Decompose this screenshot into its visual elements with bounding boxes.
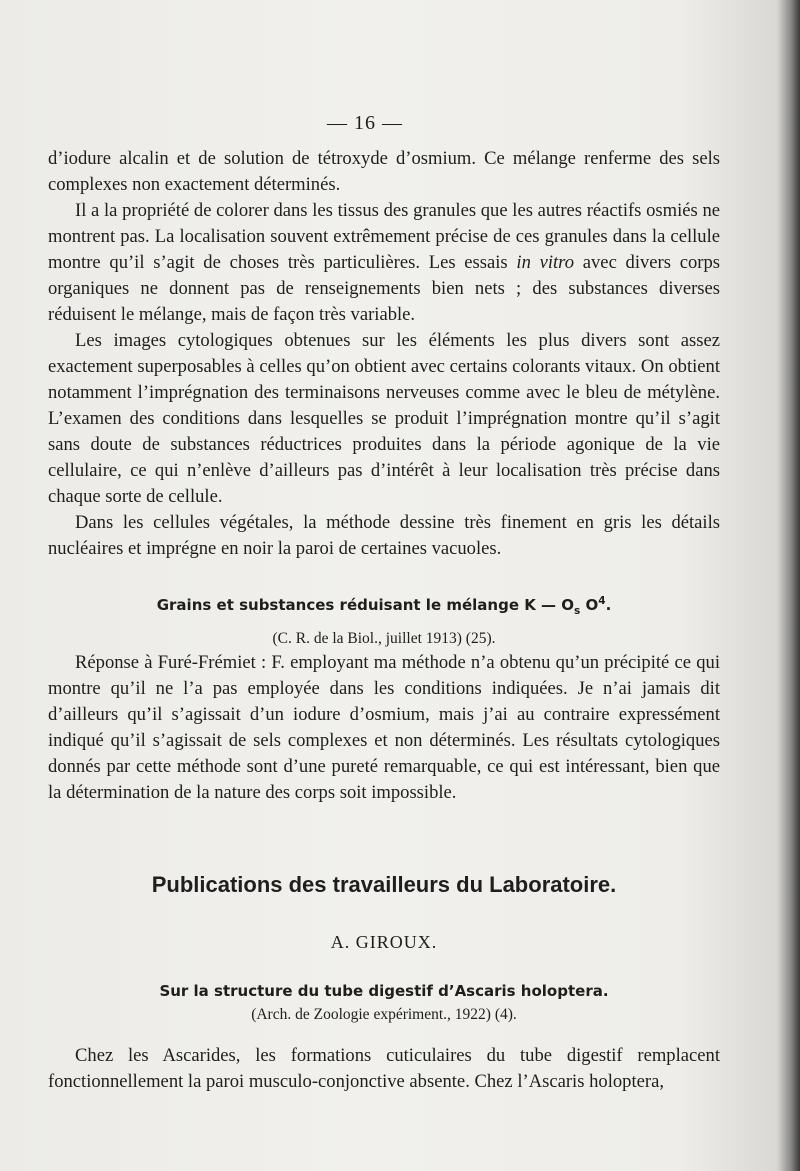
citation-title: Sur la structure du tube digestif d’Ascaris holoptera. <box>159 982 609 1000</box>
paragraph: Il a la propriété de colorer dans les tissus des granules que les autres réactifs osmiés ne montrent pas. La localisation souvent extrêmement précise de ces granules dans la cellule montre qu’il s’agit de choses très particulières. Les essais in vitro avec divers corps organiques ne donnent pas de renseignements bien nets ; des substances diverses réduisent le mélange, mais de façon très variable. <box>48 200 720 325</box>
citation-title: Grains et substances réduisant le mélange K — $O_s$ $O^4$. <box>156 595 612 617</box>
citation-source: (Arch. de Zoologie expériment., 1922) (4). <box>251 1006 517 1023</box>
page-number: — 16 — <box>327 112 403 134</box>
paragraph: Chez les Ascarides, les formations cuticulaires du tube digestif remplacent fonctionnellement la paroi musculo-conjonctive absente. Chez l’Ascaris holoptera, <box>48 1045 720 1092</box>
body-block-2 <box>48 650 720 806</box>
body-block-3 <box>48 1043 720 1095</box>
author-name: A. GIROUX. <box>330 932 438 952</box>
citation-block-2 <box>48 980 720 1026</box>
book-spine-shadow <box>778 0 800 1171</box>
author-block <box>48 932 720 953</box>
citation-source: (C. R. de la Biol., juillet 1913) (25). <box>272 630 496 647</box>
citation-block-1 <box>48 590 720 650</box>
italic-term: in vitro <box>516 252 575 273</box>
body-block-1 <box>48 146 720 562</box>
paragraph: Les images cytologiques obtenues sur les éléments les plus divers sont assez exactement superposables à celles qu’on obtient avec certains colorants vitaux. On obtient notamment l’imprégnation des terminaisons nerveuses comme avec le bleu de métylène. L’examen des conditions dans lesquelles se produit l’imprégnation montre qu’il s’agit sans doute de substances réductrices produites dans la période agonique de la vie cellulaire, ce qui n’enlève d’ailleurs pas d’intérêt à leur localisation très précise dans chaque sorte de cellule. <box>48 330 720 507</box>
section-heading-block <box>48 872 720 898</box>
section-heading: Publications des travailleurs du Laboratoire. <box>151 872 617 897</box>
paragraph: d’iodure alcalin et de solution de tétroxyde d’osmium. Ce mélange renferme des sels complexes non exactement déterminés. <box>48 148 720 195</box>
paragraph: Réponse à Furé-Frémiet : F. employant ma méthode n’a obtenu qu’un précipité ce qui montre qu’il ne l’a pas employée dans les conditions indiquées. Je n’ai jamais dit d’ailleurs qu’il s’agissait d’un iodure d’osmium, mais j’ai au contraire expressément indiqué qu’il s’agissait de sels complexes et non déterminés. Les résultats cytologiques donnés par cette méthode sont d’une pureté remarquable, ce qui est intéressant, bien que la détermination de la nature des corps soit impossible. <box>48 652 720 803</box>
paragraph: Dans les cellules végétales, la méthode dessine très finement en gris les détails nucléaires et imprégne en noir la paroi de certaines vacuoles. <box>48 512 720 559</box>
